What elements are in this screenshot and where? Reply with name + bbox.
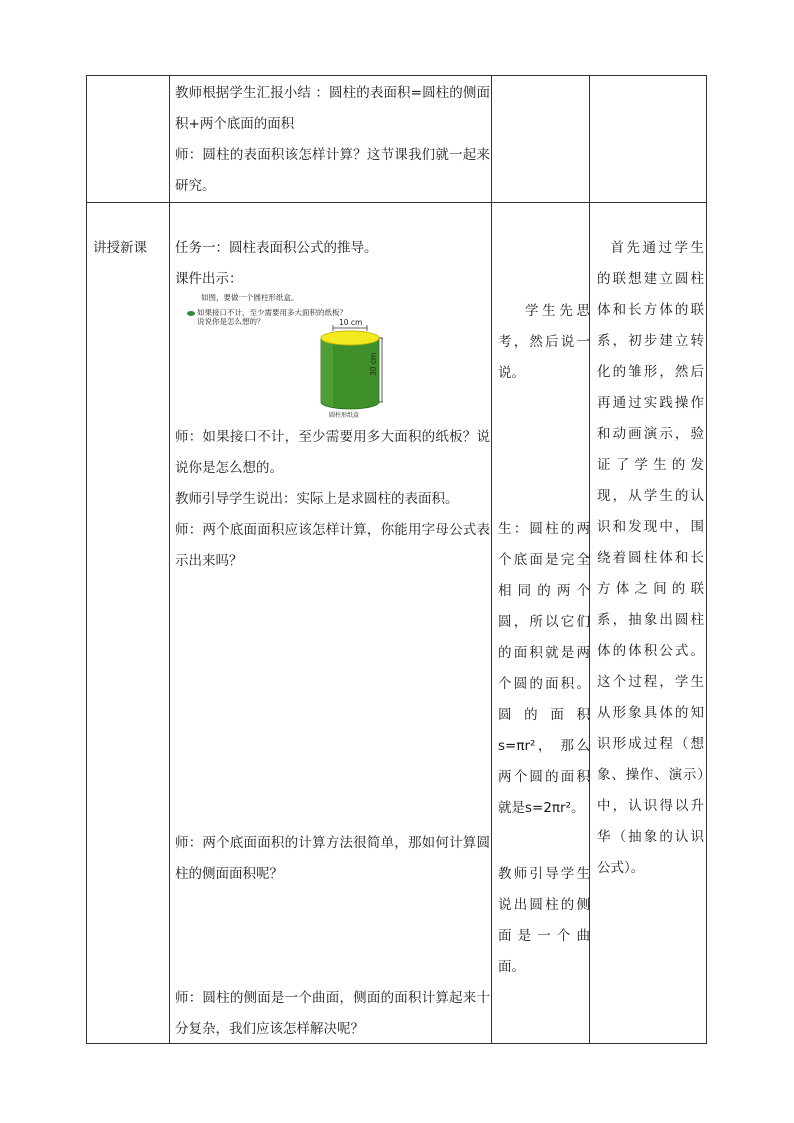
teacher-guide: 教师引导学生说出：实际上是求圆柱的表面积。 <box>175 491 459 507</box>
diameter-label: 10 cm <box>339 318 363 327</box>
student-activity-1: 学生先思考，然后说一说。 <box>498 303 590 381</box>
design-intent: 首先通过学生的联想建立圆柱体和长方体的联系，初步建立转化的雏形，然后再通过实践操作和动画演示，验证了学生的发现，从学生的认识和发现中，围绕着圆柱体和长方体之间的联系，抽象出圆柱体的体积公式。这个过程，学生从形象具体的知识形成过程（想象、操作、演示）中，认识得以升华（抽象的认识公式）。 <box>597 240 704 876</box>
teacher-prompt-lateral: 师：两个底面面积的计算方法很简单，那如何计算圆柱的侧面面积呢？ <box>175 835 490 882</box>
summary-text: 教师根据学生汇报小结 ：圆柱的表面积=圆柱的侧面积+两个底面的面积 <box>175 85 490 132</box>
column-divider <box>169 76 170 1043</box>
column-divider <box>491 76 492 1043</box>
teacher-prompt-curved: 师：圆柱的侧面是一个曲面，侧面的面积计算起来十分复杂，我们应该怎样解决呢？ <box>175 990 490 1037</box>
task-title: 任务一：圆柱表面积公式的推导。 <box>175 240 378 256</box>
student-activity-2: 生：圆柱的两个底面是完全相同的两个圆，所以它们的面积就是两个圆的面积。圆的面积 s=πr²， 那么两个圆的面积就是s=2πr²。 <box>498 521 590 816</box>
height-label: 30 cm <box>369 352 378 376</box>
row-divider <box>87 202 706 203</box>
task-intro <box>175 233 490 295</box>
student-activity-3: 教师引导学生说出圆柱的侧面是一个曲面。 <box>498 866 590 975</box>
cylinder-illustration <box>183 290 383 418</box>
figure-question2: 说说你是怎么想的？ <box>197 317 265 326</box>
lesson-plan-table <box>86 75 707 1044</box>
stage-label: 讲授新课 <box>93 240 147 256</box>
figure-question: 如果接口不计，至少需要用多大面积的纸板？ <box>187 308 347 317</box>
courseware-figure <box>183 290 383 418</box>
teacher-prompt-area: 师：如果接口不计，至少需要用多大面积的纸板？说说你是怎么想的。 <box>175 429 490 476</box>
figure-caption: 圆柱形纸盒 <box>329 412 360 419</box>
row1-content <box>175 78 490 202</box>
discussion-block <box>175 422 490 577</box>
teacher-question: 师：圆柱的表面积该怎样计算？这节课我们就一起来研究。 <box>175 147 490 194</box>
teacher-prompt-base: 师：两个底面面积应该怎样计算，你能用字母公式表示出来吗？ <box>175 522 490 569</box>
figure-line1: 如图，要做一个圆柱形纸盒。 <box>201 293 299 302</box>
courseware-label: 课件出示： <box>175 271 243 287</box>
